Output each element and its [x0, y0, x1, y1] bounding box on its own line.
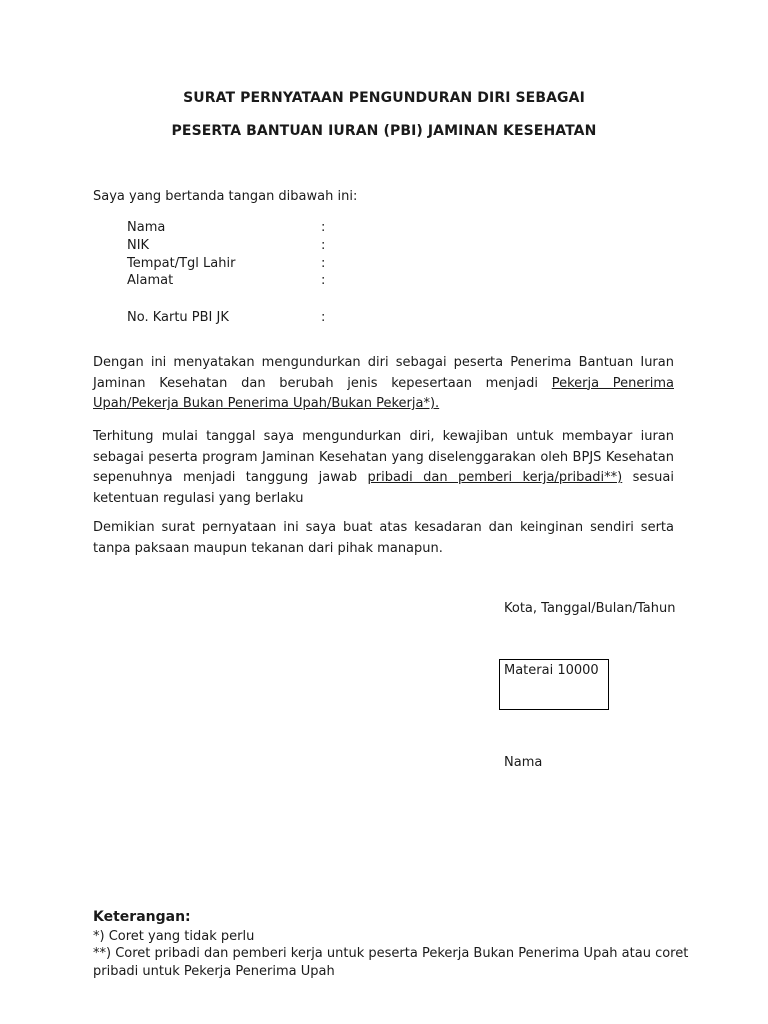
underlined-payer-options: pribadi dan pemberi kerja/pribadi**): [367, 470, 623, 485]
field-label: Alamat: [127, 273, 174, 288]
statement-paragraph-3: Demikian surat pernyataan ini saya buat atas kesadaran dan keinginan sendiri serta tanpa paksaan maupun tekanan dari pihak manapun.: [93, 520, 674, 556]
field-label: Nama: [127, 220, 166, 235]
note-item: **) Coret pribadi dan pemberi kerja untuk peserta Pekerja Bukan Penerima Upah atau coret pribadi untuk Pekerja Penerima Upah: [93, 946, 689, 979]
field-row-no-kartu-pbi-jk: [127, 310, 347, 328]
note-item: *) Coret yang tidak perlu: [93, 929, 255, 944]
place-date-line: Kota, Tanggal/Bulan/Tahun: [504, 601, 676, 616]
field-row-alamat: [127, 273, 347, 291]
signatory-name: Nama: [504, 755, 543, 770]
intro-text: Saya yang bertanda tangan dibawah ini:: [93, 189, 358, 204]
field-row-nama: [127, 220, 347, 238]
underlined-membership-options: Pekerja Penerima Upah/Pekerja Bukan Penerima Upah/Bukan Pekerja*).: [93, 375, 674, 411]
field-colon: :: [321, 256, 326, 271]
field-colon: :: [321, 273, 326, 288]
document-title-line-2: PESERTA BANTUAN IURAN (PBI) JAMINAN KESEHATAN: [171, 123, 597, 139]
document-title-line-1: SURAT PERNYATAAN PENGUNDURAN DIRI SEBAGAI: [183, 90, 585, 106]
statement-paragraph-2: [93, 427, 674, 509]
field-colon: :: [321, 310, 326, 325]
field-row-nik: [127, 238, 347, 256]
paragraph-text: sesuai ketentuan regulasi yang berlaku: [93, 470, 674, 506]
field-label: Tempat/Tgl Lahir: [127, 256, 236, 271]
statement-paragraph-1: [93, 353, 674, 415]
field-row-tempat-tgl-lahir: [127, 256, 347, 274]
field-colon: :: [321, 238, 326, 253]
paragraph-text: Dengan ini menyatakan mengundurkan diri sebagai peserta Penerima Bantuan Iuran Jaminan Kesehatan dan berubah jenis kepesertaan menjadi: [93, 355, 674, 391]
paragraph-text: Terhitung mulai tanggal saya mengundurkan diri, kewajiban untuk membayar iuran sebagai peserta program Jaminan Kesehatan yang diselenggarakan oleh BPJS Kesehatan sepenuhnya menjadi tanggung jawab: [93, 429, 674, 485]
field-label: NIK: [127, 238, 150, 253]
field-colon: :: [321, 220, 326, 235]
field-label: No. Kartu PBI JK: [127, 310, 229, 325]
notes-heading: Keterangan:: [93, 909, 191, 925]
stamp-duty-box: [499, 659, 609, 710]
stamp-duty-label: Materai 10000: [504, 663, 599, 678]
